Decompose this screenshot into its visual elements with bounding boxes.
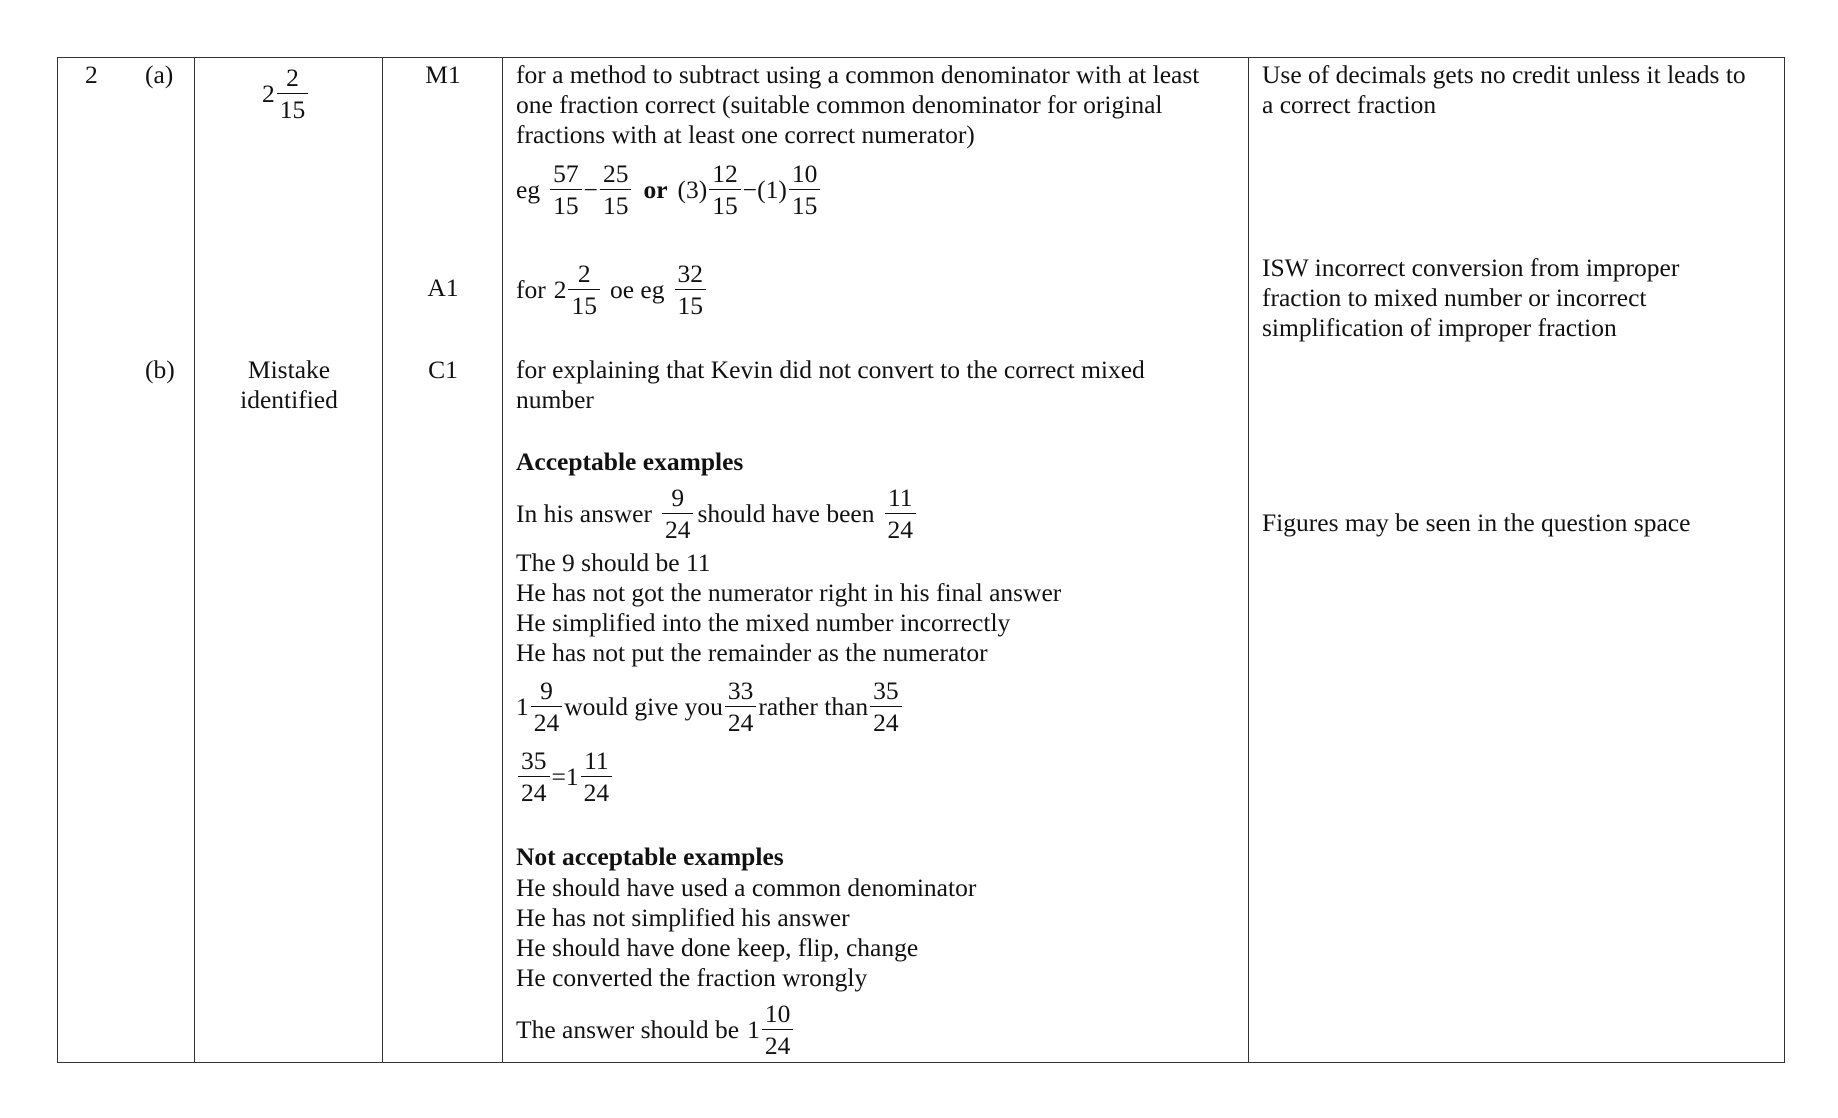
mark-m1: M1 xyxy=(425,60,461,89)
m1-example: eg 57 15 − $\frac{25}{15}$ or (3) 12 15 − (1) 10 15 xyxy=(516,158,822,221)
not-acceptable-heading: Not acceptable examples xyxy=(516,842,784,871)
guidance-m1: Use of decimals gets no credit unless it leads to a correct fraction xyxy=(1262,60,1746,119)
part-a-label: (a) xyxy=(145,60,174,89)
not-acceptable-list: He should have used a common denominator He has not simplified his answer He should have done keep, flip, change He converted the fraction wrongly xyxy=(516,873,977,992)
column-divider xyxy=(382,57,383,1063)
answer-a-fraction: 2 15 xyxy=(277,62,309,125)
column-divider xyxy=(194,57,195,1063)
answer-a-whole: 2 xyxy=(262,78,275,108)
acceptable-list: The 9 should be 11 He has not got the numerator right in his final answer He simplified into the mixed number incorrectly He has not put the remainder as the numerator xyxy=(516,548,1062,667)
answer-a xyxy=(262,62,310,125)
guidance-c1: Figures may be seen in the question space xyxy=(1262,508,1691,537)
c1-description: for explaining that Kevin did not convert to the correct mixed number xyxy=(516,355,1145,414)
mark-c1: C1 xyxy=(428,355,458,384)
a1-description: for 2 2 15 oe eg 32 15 xyxy=(516,258,708,321)
part-b-label: (b) xyxy=(145,355,175,384)
acceptable-example-3: $\frac{35}{24}$ = 1 11 24 xyxy=(516,745,614,808)
guidance-a1: ISW incorrect conversion from improper fraction to mixed number or incorrect simplification of improper fraction xyxy=(1262,253,1680,342)
column-divider xyxy=(502,57,503,1063)
acceptable-heading: Acceptable examples xyxy=(516,447,744,476)
column-divider xyxy=(1248,57,1249,1063)
question-number: 2 xyxy=(85,60,98,89)
answer-b: Mistake identified xyxy=(240,355,338,414)
not-acceptable-example: The answer should be 1 10 24 xyxy=(516,998,795,1061)
mark-a1: A1 xyxy=(427,273,459,302)
acceptable-example-2: 1 9 24 would give you 33 24 rather than 35 24 xyxy=(516,675,904,738)
m1-description: for a method to subtract using a common denominator with at least one fraction correct (suitable common denominator for original fractions with at least one correct numerator) xyxy=(516,60,1200,149)
acceptable-example-1: In his answer 9 24 should have been 11 24 xyxy=(516,482,918,545)
